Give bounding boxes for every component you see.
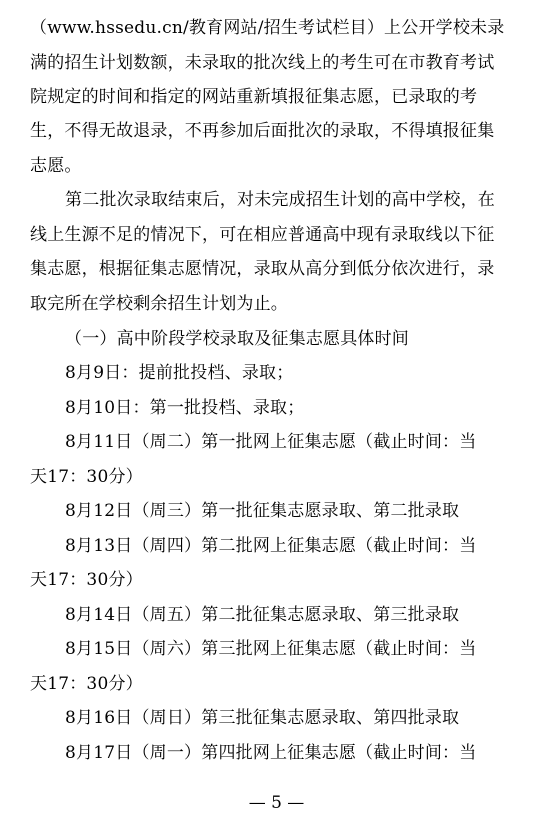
page-number: — 5 — [248,793,305,813]
schedule-line-5-cont: 天17：30分） [30,570,143,590]
schedule-line-4: 8月12日（周三）第一批征集志愿录取、第二批录取 [65,501,460,521]
schedule-line-7: 8月15日（周六）第三批网上征集志愿（截止时间：当 [65,639,477,659]
text-line-2: 满的招生计划数额，未录取的批次线上的考生可在市教育考试 [30,53,495,73]
text-line-4: 生，不得无故退录，不再参加后面批次的录取，不得填报征集 [30,121,495,141]
schedule-line-2: 8月10日：第一批投档、录取； [65,398,305,418]
schedule-line-1: 8月9日：提前批投档、录取； [65,363,294,383]
text-line-8: 集志愿，根据征集志愿情况，录取从高分到低分依次进行，录 [30,259,495,279]
text-line-5: 志愿。 [30,156,82,176]
schedule-line-6: 8月14日（周五）第二批征集志愿录取、第三批录取 [65,605,460,625]
text-line-1: （www.hssedu.cn/教育网站/招生考试栏目）上公开学校未录 [30,18,505,38]
schedule-line-8: 8月16日（周日）第三批征集志愿录取、第四批录取 [65,708,460,728]
section-heading: （一）高中阶段学校录取及征集志愿具体时间 [65,329,409,349]
schedule-line-7-cont: 天17：30分） [30,674,143,694]
text-line-6: 第二批次录取结束后，对未完成招生计划的高中学校，在 [65,190,495,210]
text-line-7: 线上生源不足的情况下，可在相应普通高中现有录取线以下征 [30,225,495,245]
schedule-line-3: 8月11日（周二）第一批网上征集志愿（截止时间：当 [65,432,477,452]
schedule-line-5: 8月13日（周四）第二批网上征集志愿（截止时间：当 [65,536,477,556]
schedule-line-9: 8月17日（周一）第四批网上征集志愿（截止时间：当 [65,743,477,763]
text-line-9: 取完所在学校剩余招生计划为止。 [30,294,288,314]
schedule-line-3-cont: 天17：30分） [30,467,143,487]
text-line-3: 院规定的时间和指定的网站重新填报征集志愿，已录取的考 [30,87,478,107]
